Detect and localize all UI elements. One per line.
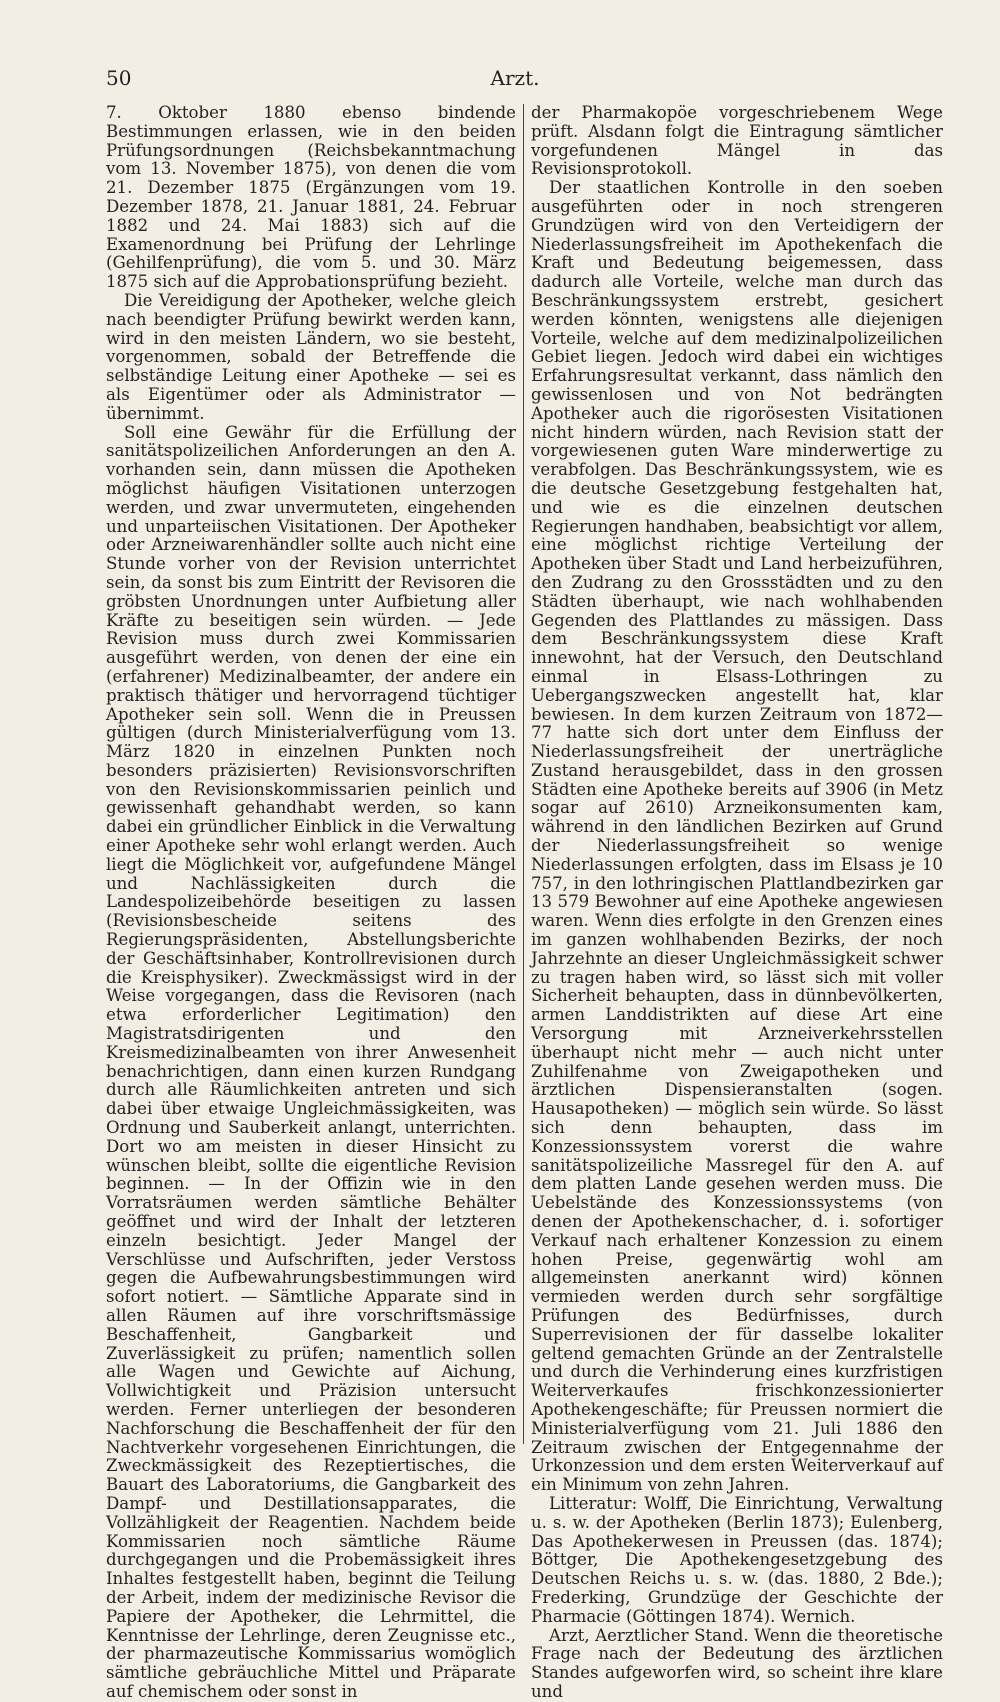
page-header bbox=[106, 66, 924, 94]
right-column bbox=[531, 104, 943, 1702]
running-head: Arzt. bbox=[490, 66, 540, 90]
paragraph: Arzt, Aerztlicher Stand. Wenn die theoretische Frage nach der Bedeutung des ärztlichen Standes aufgeworfen wird, so scheint ihre klare und bbox=[531, 1625, 943, 1701]
paragraph: 7. Oktober 1880 ebenso bindende Bestimmungen erlassen, wie in den beiden Prüfungsordnungen (Reichsbekanntmachung vom 13. November 1875), von denen die vom 21. Dezember 1875 (Ergänzungen vom 19. Dezember 1878, 21. Januar 1881, 24. Februar 1882 und 24. Mai 1883) sich auf die Examenordnung bei Prüfung der Lehrlinge (Gehilfenprüfung), die vom 5. und 30. März 1875 sich auf die Approbationsprüfung bezieht. bbox=[106, 103, 516, 292]
column-divider bbox=[523, 104, 524, 1444]
paragraph: Soll eine Gewähr für die Erfüllung der sanitätspolizeilichen Anforderungen an den A. vorhanden sein, dann müssen die Apotheken möglichst häufigen Visitationen unterzogen werden, und zwar unvermuteten, eingehenden und unparteiischen Visitationen. Der Apotheker oder Arzneiwarenhändler sollte auch nicht eine Stunde vorher von der Revision unterrichtet sein, da sonst bis zum Eintritt der Revisoren die gröbsten Unordnungen unter Aufbietung aller Kräfte zu beseitigen sein würden. — Jede Revision muss durch zwei Kommissarien ausgeführt werden, von denen der eine ein (erfahrener) Medizinalbeamter, der andere ein praktisch thätiger und hervorragend tüchtiger Apotheker sein soll. Wenn die in Preussen gültigen (durch Ministerialverfügung vom 13. März 1820 in einzelnen Punkten noch besonders präzisierten) Revisionsvorschriften von den Revisionskommissarien peinlich und gewissenhaft gehandhabt werden, so kann dabei ein gründlicher Einblick in die Verwaltung einer Apotheke sehr wohl erlangt werden. Auch liegt die Möglichkeit vor, aufgefundene Mängel und Nachlässigkeiten durch die Landespolizeibehörde beseitigen zu lassen (Revisionsbescheide seitens des Regierungspräsidenten, Abstellungsberichte der Geschäftsinhaber, Kontrollrevisionen durch die Kreisphysiker). Zweckmässigst wird in der Weise vorgegangen, dass die Revisoren (nach etwa erforderlicher Legitimation) den Magistratsdirigenten und den Kreismedizinalbeamten von ihrer Anwesenheit benachrichtigen, dann einen kurzen Rundgang durch alle Räumlichkeiten antreten und sich dabei über etwaige Ungleichmässigkeiten, was Ordnung und Sauberkeit anlangt, unterrichten. Dort wo am meisten in dieser Hinsicht zu wünschen bleibt, sollte die eigentliche Revision beginnen. — In der Offizin wie in den Vorratsräumen werden sämtliche Behälter geöffnet und wird der Inhalt der letzteren einzeln besichtigt. Jeder Mangel der Verschlüsse und Aufschriften, jeder Verstoss gegen die Aufbewahrungsbestimmungen wird sofort notiert. — Sämtliche Apparate sind in allen Räumen auf ihre vorschriftsmässige Beschaffenheit, Gangbarkeit und Zuverlässigkeit zu prüfen; namentlich sollen alle Wagen und Gewichte auf Aichung, Vollwichtigkeit und Präzision untersucht werden. Ferner unterliegen der besonderen Nachforschung die Beschaffenheit der für den Nachtverkehr vorgesehenen Einrichtungen, die Zweckmässigkeit des Rezeptiertisches, die Bauart des Laboratoriums, die Gangbarkeit des Dampf- und Destillationsapparates, die Vollzähligkeit der Reagentien. Nachdem beide Kommissarien noch sämtliche Räume durchgegangen und die Probemässigkeit ihres Inhaltes festgestellt haben, beginnt die Teilung der Arbeit, indem der medizinische Revisor die Papiere der Apotheker, die Lehrmittel, die Kenntnisse der Lehrlinge, deren Zeugnisse etc., der pharmazeutische Kommissarius womöglich sämtliche gebräuchliche Mittel und Präparate auf chemischem oder sonst in bbox=[106, 422, 516, 1701]
left-column bbox=[106, 104, 516, 1702]
paragraph: Litteratur: Wolff, Die Einrichtung, Verwaltung u. s. w. der Apotheken (Berlin 1873); Eulenberg, Das Apothekerwesen in Preussen (das. 1874); Böttger, Die Apothekengesetzgebung des Deutschen Reichs u. s. w. (das. 1880, 2 Bde.); Frederking, Grundzüge der Geschichte der Pharmacie (Göttingen 1874). Wernich. bbox=[531, 1493, 943, 1626]
page-number: 50 bbox=[106, 66, 132, 90]
paragraph: der Pharmakopöe vorgeschriebenem Wege prüft. Alsdann folgt die Eintragung sämtlicher vorgefundenen Mängel in das Revisionsprotokoll. bbox=[531, 103, 943, 179]
paragraph: Der staatlichen Kontrolle in den soeben ausgeführten oder in noch strengeren Grundzügen wird von den Verteidigern der Niederlassungsfreiheit im Apothekenfach die Kraft und Bedeutung beigemessen, dass dadurch alle Vorteile, welche man durch das Beschränkungssystem erstrebt, gesichert werden könnten, wenigstens alle diejenigen Vorteile, welche auf dem medizinalpolizeilichen Gebiet liegen. Jedoch wird dabei ein wichtiges Erfahrungsresultat verkannt, dass nämlich den gewissenlosen und von Not bedrängten Apotheker auch die rigorösesten Visitationen nicht hindern würden, nach Revision statt der vorgewiesenen guten Ware minderwertige zu verabfolgen. Das Beschränkungssystem, wie es die deutsche Gesetzgebung festgehalten hat, und wie es die einzelnen deutschen Regierungen handhaben, beabsichtigt vor allem, eine möglichst richtige Verteilung der Apotheken über Stadt und Land herbeizuführen, den Zudrang zu den Grossstädten und zu den Städten überhaupt, wie nach wohlhabenden Gegenden des Plattlandes zu mässigen. Dass dem Beschränkungssystem diese Kraft innewohnt, hat der Versuch, den Deutschland einmal in Elsass-Lothringen zu Uebergangszwecken angestellt hat, klar bewiesen. In dem kurzen Zeitraum von 1872—77 hatte sich dort unter dem Einfluss der Niederlassungsfreiheit der unerträgliche Zustand herausgebildet, dass in den grossen Städten eine Apotheke bereits auf 3906 (in Metz sogar auf 2610) Arzneikonsumenten kam, während in den ländlichen Bezirken auf Grund der Niederlassungsfreiheit so wenige Niederlassungen erfolgten, dass im Elsass je 10 757, in den lothringischen Plattlandbezirken gar 13 579 Bewohner auf eine Apotheke angewiesen waren. Wenn dies erfolgte in den Grenzen eines im ganzen wohlhabenden Bezirks, der noch Jahrzehnte an dieser Ungleichmässigkeit schwer zu tragen haben wird, so lässt sich mit voller Sicherheit behaupten, dass in dünnbevölkerten, armen Landdistrikten auf diese Art eine Versorgung mit Arzneiverkehrsstellen überhaupt nicht mehr — auch nicht unter Zuhilfenahme von Zweigapotheken und ärztlichen Dispensieranstalten (sogen. Hausapotheken) — möglich sein würde. So lässt sich denn behaupten, dass im Konzessionssystem vorerst die wahre sanitätspolizeiliche Massregel für den A. auf dem platten Lande gesehen werden muss. Die Uebelstände des Konzessionssystems (von denen der Apothekenschacher, d. i. sofortiger Verkauf nach erhaltener Konzession zu einem hohen Preise, gegenwärtig wohl am allgemeinsten anerkannt wird) können vermieden werden durch sehr sorgfältige Prüfungen des Bedürfnisses, durch Superrevisionen der für dasselbe lokaliter geltend gemachten Gründe an der Zentralstelle und durch die Verhinderung eines kurzfristigen Weiterverkaufes frischkonzessionierter Apothekengeschäfte; für Preussen normiert die Ministerialverfügung vom 21. Juli 1886 den Zeitraum zwischen der Entgegennahme der Urkonzession und dem ersten Weiterverkauf auf ein Minimum von zehn Jahren. bbox=[531, 178, 943, 1495]
paragraph: Die Vereidigung der Apotheker, welche gleich nach beendigter Prüfung bewirkt werden kann, wird in den meisten Ländern, wo sie besteht, vorgenommen, sobald der Betreffende die selbständige Leitung einer Apotheke — sei es als Eigentümer oder als Administrator — übernimmt. bbox=[106, 290, 516, 423]
